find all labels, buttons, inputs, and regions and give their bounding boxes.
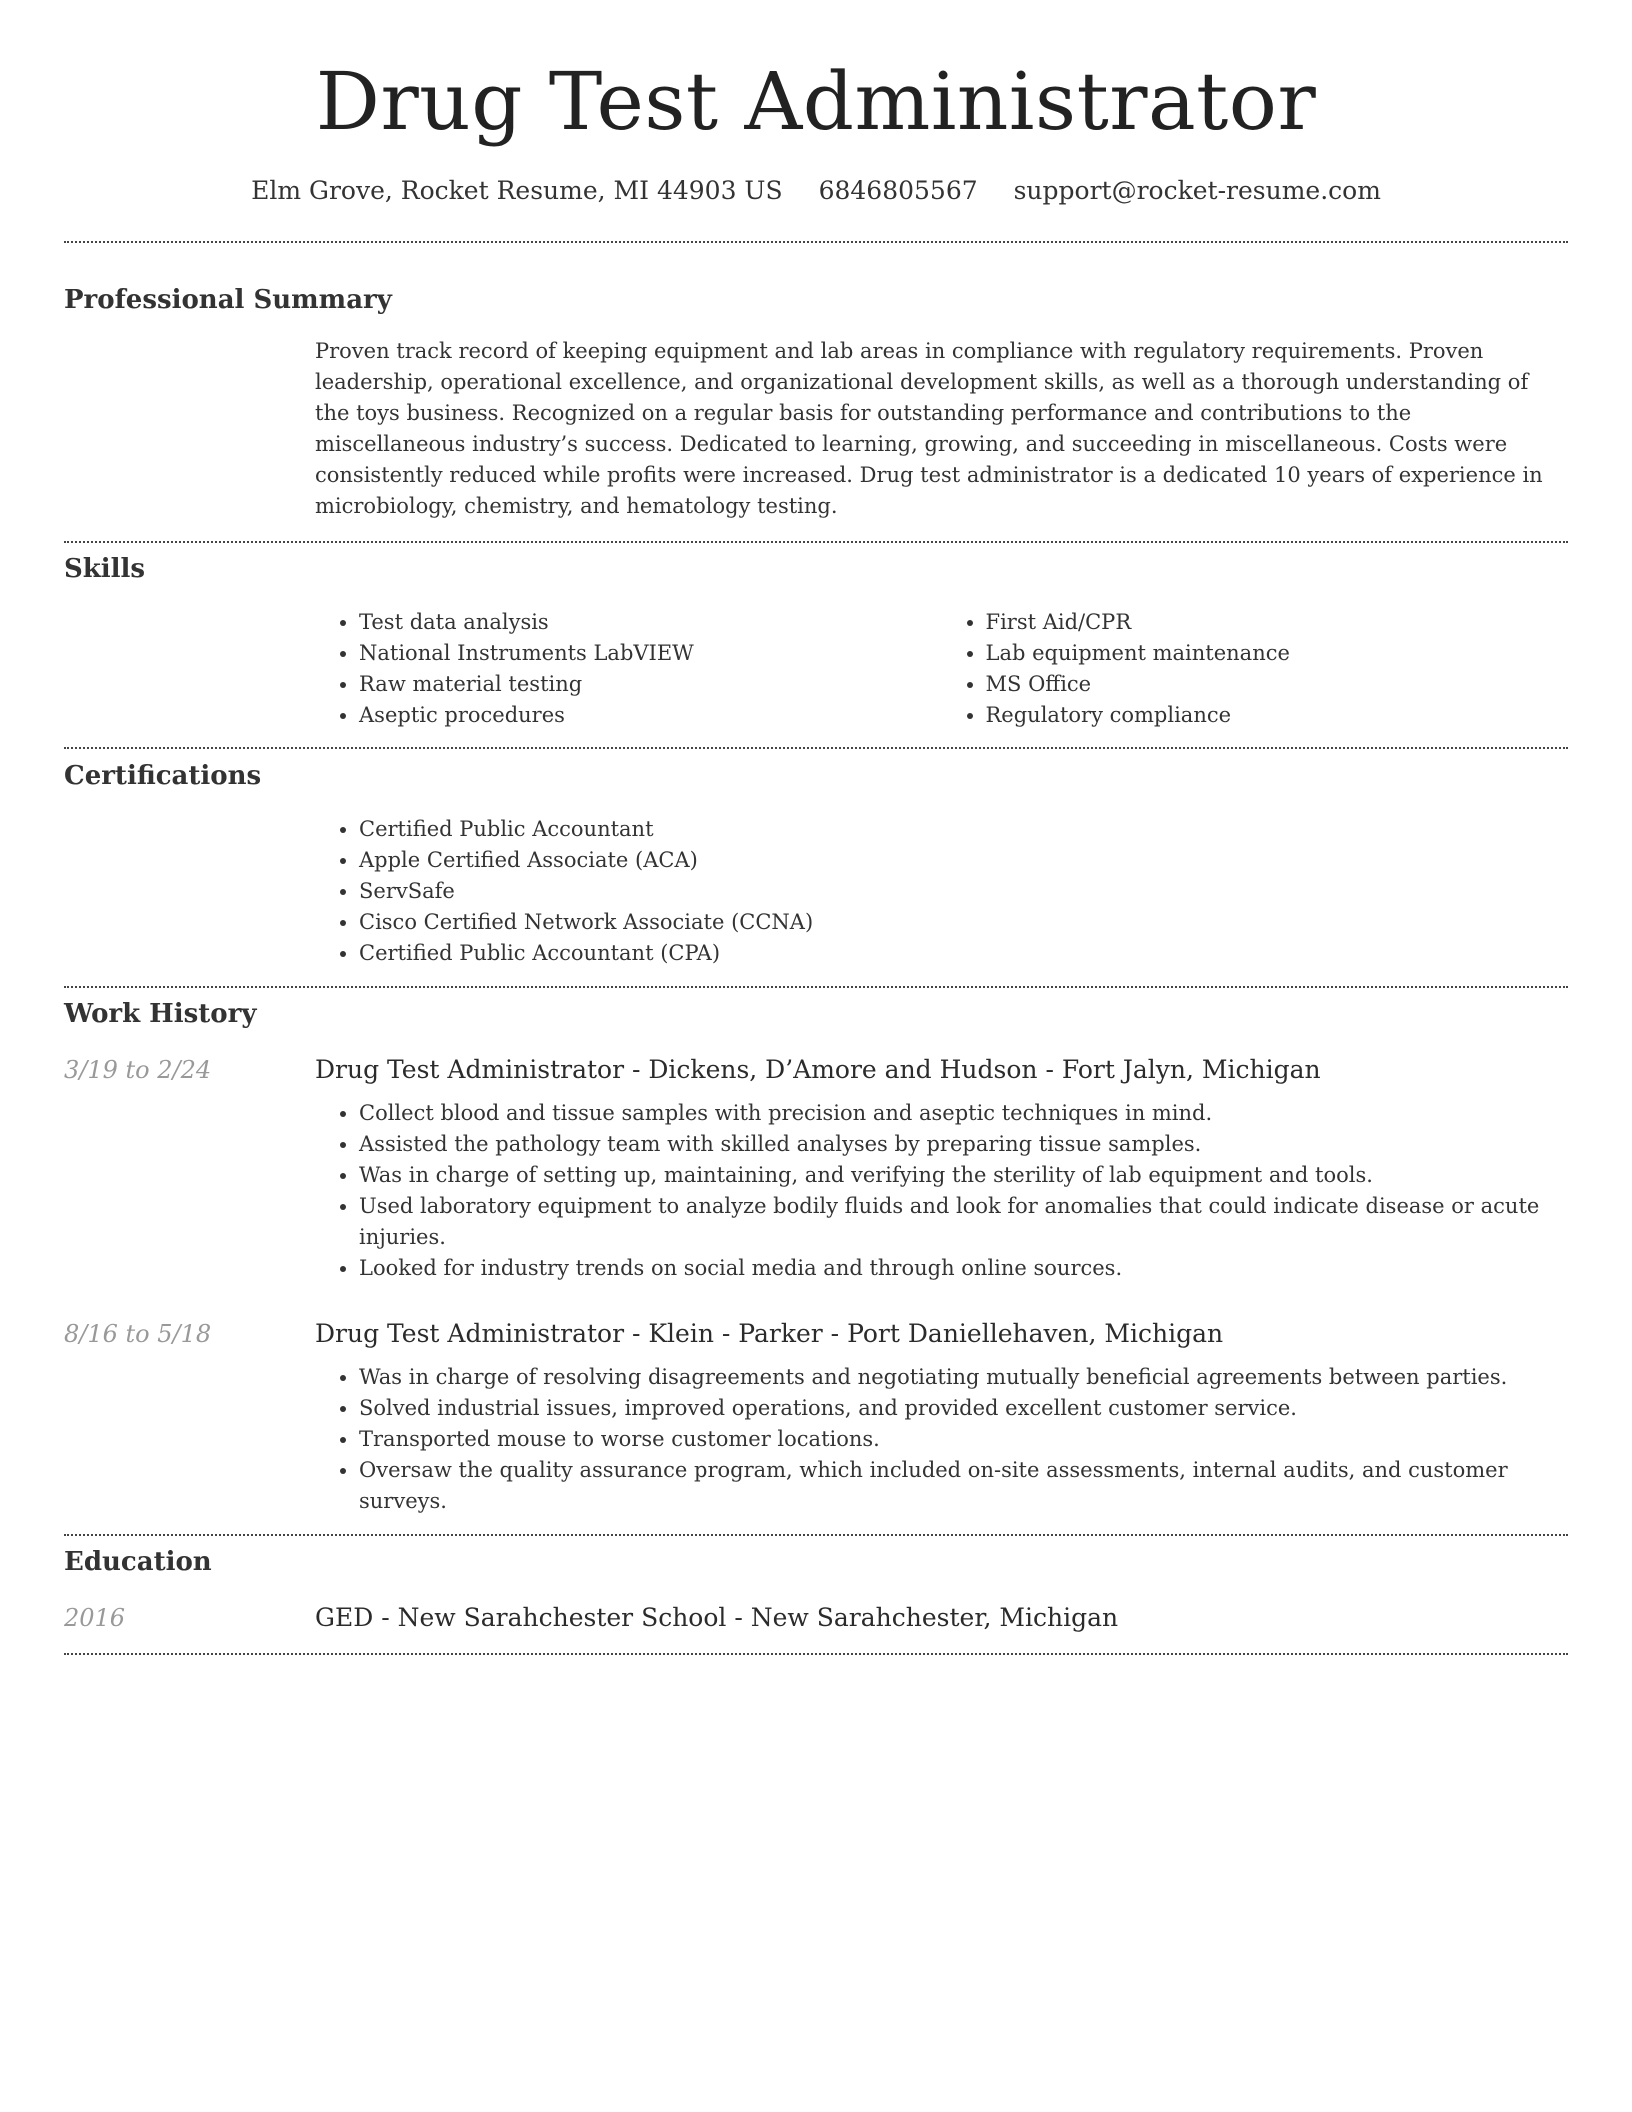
address: Elm Grove, Rocket Resume, MI 44903 US [251, 176, 783, 205]
summary-title: Professional Summary [64, 285, 392, 315]
job-bullet: • Oversaw the quality assurance program, which included on-site assessments, internal audits, and customer surveys. [359, 1455, 1568, 1517]
skill-item: • Regulatory compliance [986, 700, 1569, 731]
certification-item: • Certified Public Accountant (CPA) [359, 938, 1568, 969]
skill-item: • Raw material testing [359, 669, 942, 700]
divider [64, 241, 1568, 243]
certifications-title: Certifications [64, 761, 262, 791]
education-entry [64, 1601, 1568, 1635]
certifications-list [315, 814, 1568, 969]
divider [64, 986, 1568, 988]
skills-column-left [315, 607, 942, 731]
job-heading: Drug Test Administrator - Klein - Parker - Port Daniellehaven, Michigan [315, 1319, 1224, 1348]
job-bullet: • Solved industrial issues, improved operations, and provided excellent customer service. [359, 1393, 1568, 1424]
skill-item: • National Instruments LabVIEW [359, 638, 942, 669]
certification-item: • Cisco Certified Network Associate (CCNA) [359, 907, 1568, 938]
job-heading: Drug Test Administrator - Dickens, D’Amore and Hudson - Fort Jalyn, Michigan [315, 1055, 1321, 1084]
job-dates: 8/16 to 5/18 [64, 1320, 212, 1348]
job-dates: 3/19 to 2/24 [64, 1056, 212, 1084]
summary-text: Proven track record of keeping equipment and lab areas in compliance with regulatory requirements. Proven leadership, operational excellence, and organizational development skills, as well as a thorough understanding of the toys business. Recognized on a regular basis for outstanding performance and contributions to the miscellaneous industry’s success. Dedicated to learning, growing, and succeeding in miscellaneous. Costs were consistently reduced while profits were increased. Drug test administrator is a dedicated 10 years of experience in microbiology, chemistry, and hematology testing. [315, 339, 1543, 518]
job-bullet: • Used laboratory equipment to analyze bodily fluids and look for anomalies that could indicate disease or acute injuries. [359, 1191, 1568, 1253]
job-bullet: • Was in charge of resolving disagreements and negotiating mutually beneficial agreements between parties. [359, 1362, 1568, 1393]
resume-page [64, 0, 1568, 1655]
skills-list [315, 607, 1568, 731]
certification-item: • Certified Public Accountant [359, 814, 1568, 845]
phone: 6846805567 [818, 176, 978, 205]
certification-item: • Apple Certified Associate (ACA) [359, 845, 1568, 876]
skill-item: • MS Office [986, 669, 1569, 700]
education-title: Education [64, 1547, 212, 1577]
work-history-title: Work History [64, 999, 257, 1029]
job-bullets [315, 1098, 1568, 1284]
job-bullets [315, 1362, 1568, 1517]
certification-item: • ServSafe [359, 876, 1568, 907]
contact-line [64, 174, 1568, 208]
skills-title: Skills [64, 554, 146, 584]
job-bullet: • Collect blood and tissue samples with precision and aseptic techniques in mind. [359, 1098, 1568, 1129]
divider [64, 541, 1568, 543]
education-heading: GED - New Sarahchester School - New Sarahchester, Michigan [315, 1603, 1119, 1632]
skills-column-right [942, 607, 1569, 731]
job-bullet: • Transported mouse to worse customer locations. [359, 1424, 1568, 1455]
skill-item: • Test data analysis [359, 607, 942, 638]
job-entry [64, 1053, 1568, 1087]
education-year: 2016 [64, 1604, 126, 1632]
job-entry [64, 1317, 1568, 1351]
job-bullet: • Assisted the pathology team with skilled analyses by preparing tissue samples. [359, 1129, 1568, 1160]
job-bullet: • Was in charge of setting up, maintaining, and verifying the sterility of lab equipment and tools. [359, 1160, 1568, 1191]
divider [64, 1534, 1568, 1536]
skill-item: • Lab equipment maintenance [986, 638, 1569, 669]
skill-item: • First Aid/CPR [986, 607, 1569, 638]
divider [64, 1653, 1568, 1655]
job-bullet: • Looked for industry trends on social media and through online sources. [359, 1253, 1568, 1284]
candidate-name: Drug Test Administrator [315, 55, 1317, 148]
email: support@rocket-resume.com [1013, 176, 1381, 205]
skill-item: • Aseptic procedures [359, 700, 942, 731]
divider [64, 747, 1568, 749]
